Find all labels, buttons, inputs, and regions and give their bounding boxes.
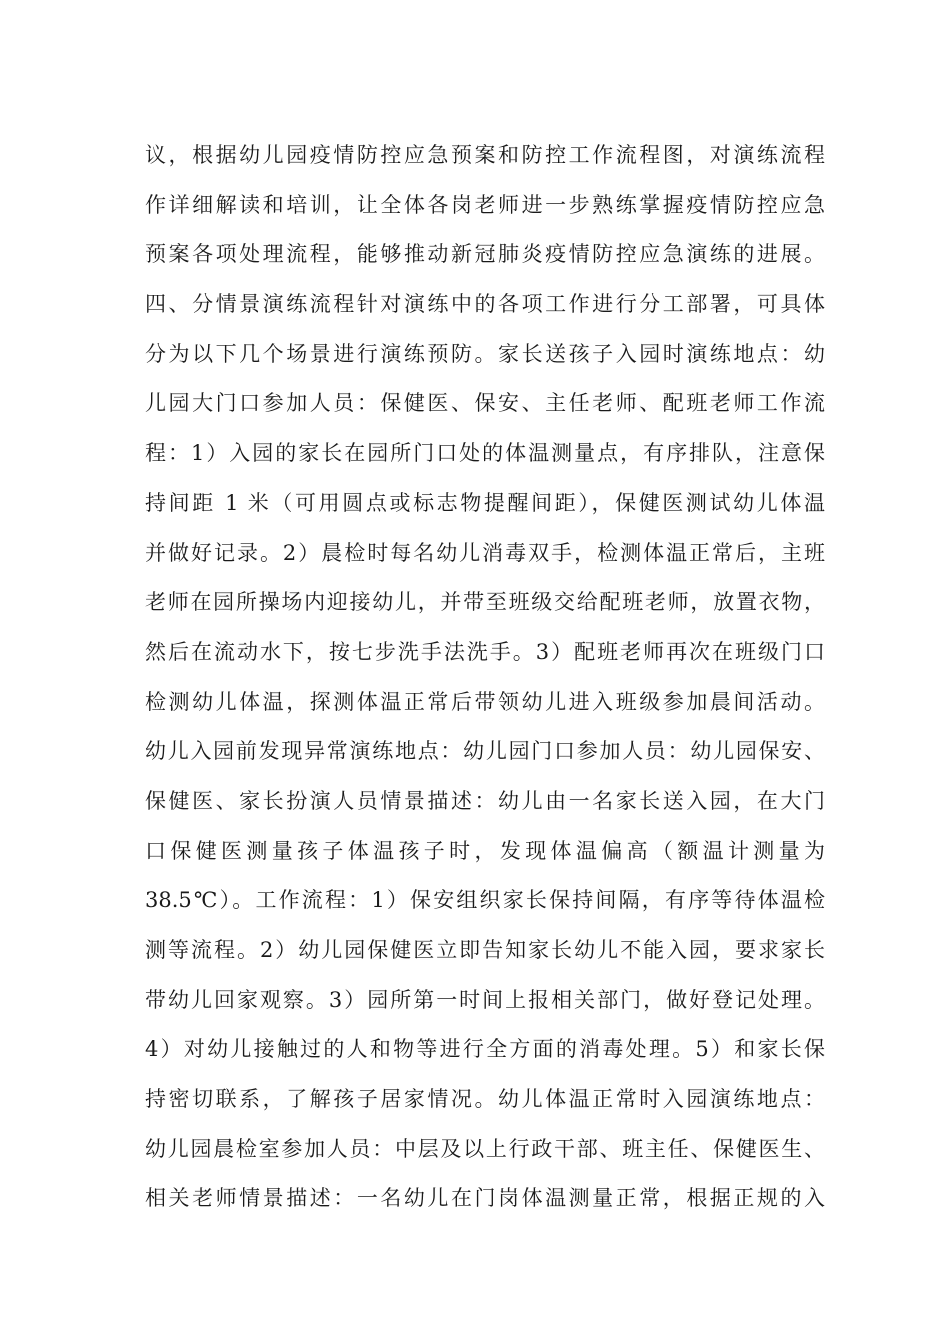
text-line: 4）对幼儿接触过的人和物等进行全方面的消毒处理。5）和家长保: [145, 1037, 825, 1062]
text-line: 带幼儿回家观察。3）园所第一时间上报相关部门，做好登记处理。: [145, 987, 825, 1012]
text-line: 分为以下几个场景进行演练预防。家长送孩子入园时演练地点：幼: [145, 341, 825, 366]
text-line: 相关老师情景描述：一名幼儿在门岗体温测量正常，根据正规的入: [145, 1186, 825, 1211]
text-line: 幼儿入园前发现异常演练地点：幼儿园门口参加人员：幼儿园保安、: [145, 739, 825, 764]
text-line: 作详细解读和培训，让全体各岗老师进一步熟练掌握疫情防控应急: [145, 192, 825, 217]
text-line: 议，根据幼儿园疫情防控应急预案和防控工作流程图，对演练流程: [145, 143, 825, 167]
text-line: 持密切联系，了解孩子居家情况。幼儿体温正常时入园演练地点：: [145, 1087, 825, 1112]
text-line: 程：1）入园的家长在园所门口处的体温测量点，有序排队，注意保: [145, 441, 825, 466]
text-line: 然后在流动水下，按七步洗手法洗手。3）配班老师再次在班级门口: [145, 639, 825, 664]
text-line: 保健医、家长扮演人员情景描述：幼儿由一名家长送入园，在大门: [145, 788, 825, 813]
body-text: [145, 131, 825, 1224]
text-line: 测等流程。2）幼儿园保健医立即告知家长幼儿不能入园，要求家长: [145, 938, 825, 962]
text-line: 检测幼儿体温，探测体温正常后带领幼儿进入班级参加晨间活动。: [145, 689, 825, 714]
text-line: 幼儿园晨检室参加人员：中层及以上行政干部、班主任、保健医生、: [145, 1136, 825, 1161]
text-line: 四、分情景演练流程针对演练中的各项工作进行分工部署，可具体: [145, 292, 825, 317]
text-line: 预案各项处理流程，能够推动新冠肺炎疫情防控应急演练的进展。: [145, 242, 825, 267]
text-line: 老师在园所操场内迎接幼儿，并带至班级交给配班老师，放置衣物，: [145, 590, 825, 615]
text-line: 38.5℃）。工作流程：1）保安组织家长保持间隔，有序等待体温检: [145, 888, 825, 913]
text-line: 持间距 1 米（可用圆点或标志物提醒间距），保健医测试幼儿体温: [145, 490, 825, 515]
text-line: 口保健医测量孩子体温孩子时，发现体温偏高（额温计测量为: [145, 838, 825, 863]
text-line: 并做好记录。2）晨检时每名幼儿消毒双手，检测体温正常后，主班: [145, 540, 825, 565]
text-line: 儿园大门口参加人员：保健医、保安、主任老师、配班老师工作流: [145, 391, 825, 416]
